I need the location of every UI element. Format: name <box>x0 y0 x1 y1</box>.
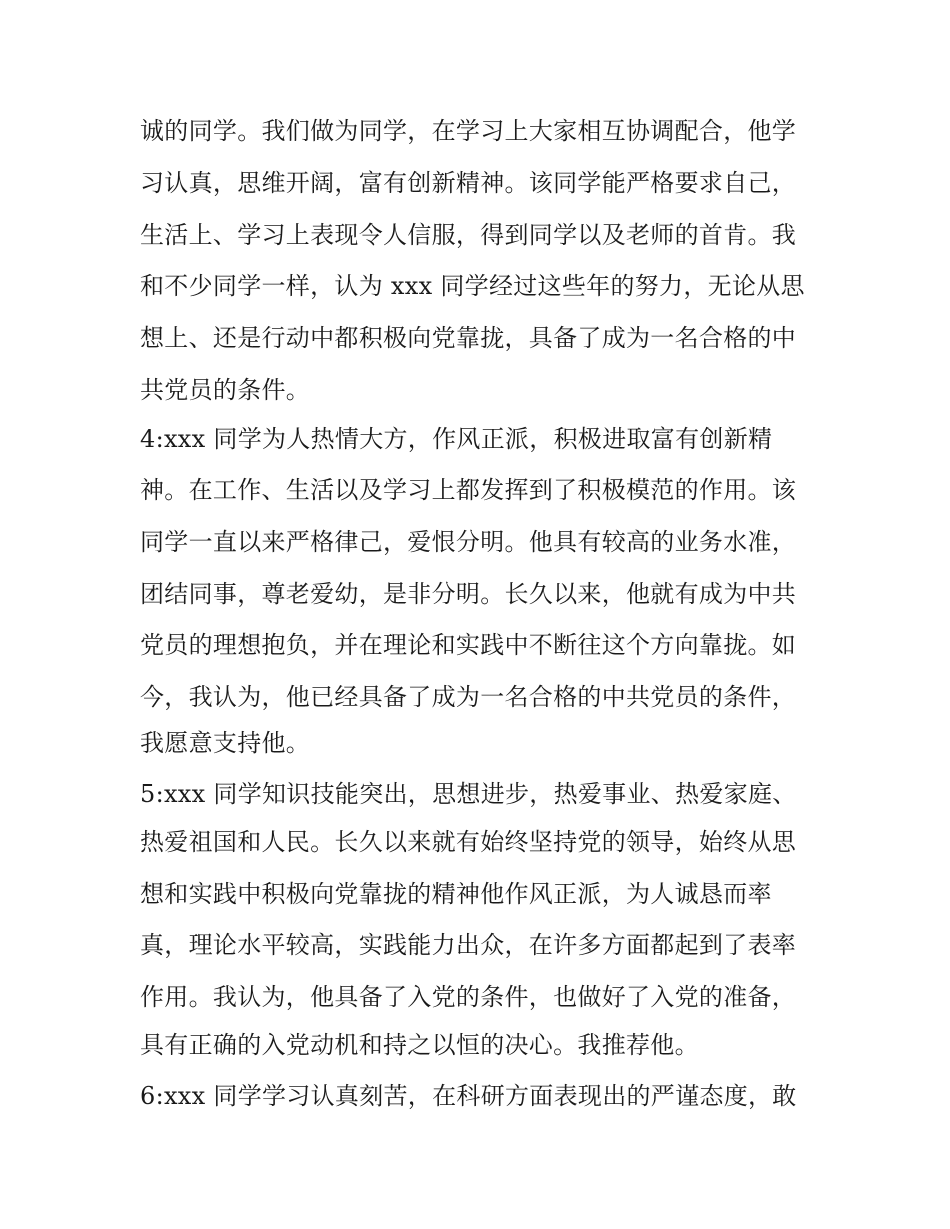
text-line: 5:xxx 同学知识技能突出，思想进步，热爱事业、热爱家庭、 <box>140 780 797 808</box>
text-line: 我愿意支持他。 <box>140 729 311 757</box>
text-line: 共党员的条件。 <box>140 376 311 404</box>
text-line: 团结同事，尊老爱幼，是非分明。长久以来，他就有成为中共 <box>140 580 797 608</box>
text-line: 同学一直以来严格律己，爱恨分明。他具有较高的业务水准， <box>140 528 797 556</box>
text-line: 诚的同学。我们做为同学，在学习上大家相互协调配合，他学 <box>140 117 797 145</box>
text-line: 想上、还是行动中都积极向党靠拢，具备了成为一名合格的中 <box>140 324 797 352</box>
text-line: 神。在工作、生活以及学习上都发挥到了积极模范的作用。该 <box>140 476 797 504</box>
text-line: 真，理论水平较高，实践能力出众，在许多方面都起到了表率 <box>140 931 797 959</box>
text-line: 生活上、学习上表现令人信服，得到同学以及老师的首肯。我 <box>140 221 797 249</box>
text-line: 想和实践中积极向党靠拢的精神他作风正派，为人诚恳而率 <box>140 880 772 908</box>
text-line: 和不少同学一样，认为 xxx 同学经过这些年的努力，无论从思 <box>140 272 805 300</box>
text-line: 今，我认为，他已经具备了成为一名合格的中共党员的条件， <box>140 683 797 711</box>
text-line: 党员的理想抱负，并在理论和实践中不断往这个方向靠拢。如 <box>140 631 797 659</box>
text-line: 具有正确的入党动机和持之以恒的决心。我推荐他。 <box>140 1031 699 1059</box>
text-line: 习认真，思维开阔，富有创新精神。该同学能严格要求自己， <box>140 169 797 197</box>
text-line: 作用。我认为，他具备了入党的条件，也做好了入党的准备， <box>140 983 797 1011</box>
text-line: 6:xxx 同学学习认真刻苦，在科研方面表现出的严谨态度，敢 <box>140 1082 797 1110</box>
text-line: 4:xxx 同学为人热情大方，作风正派，积极进取富有创新精 <box>140 425 773 453</box>
text-line: 热爱祖国和人民。长久以来就有始终坚持党的领导，始终从思 <box>140 828 797 856</box>
